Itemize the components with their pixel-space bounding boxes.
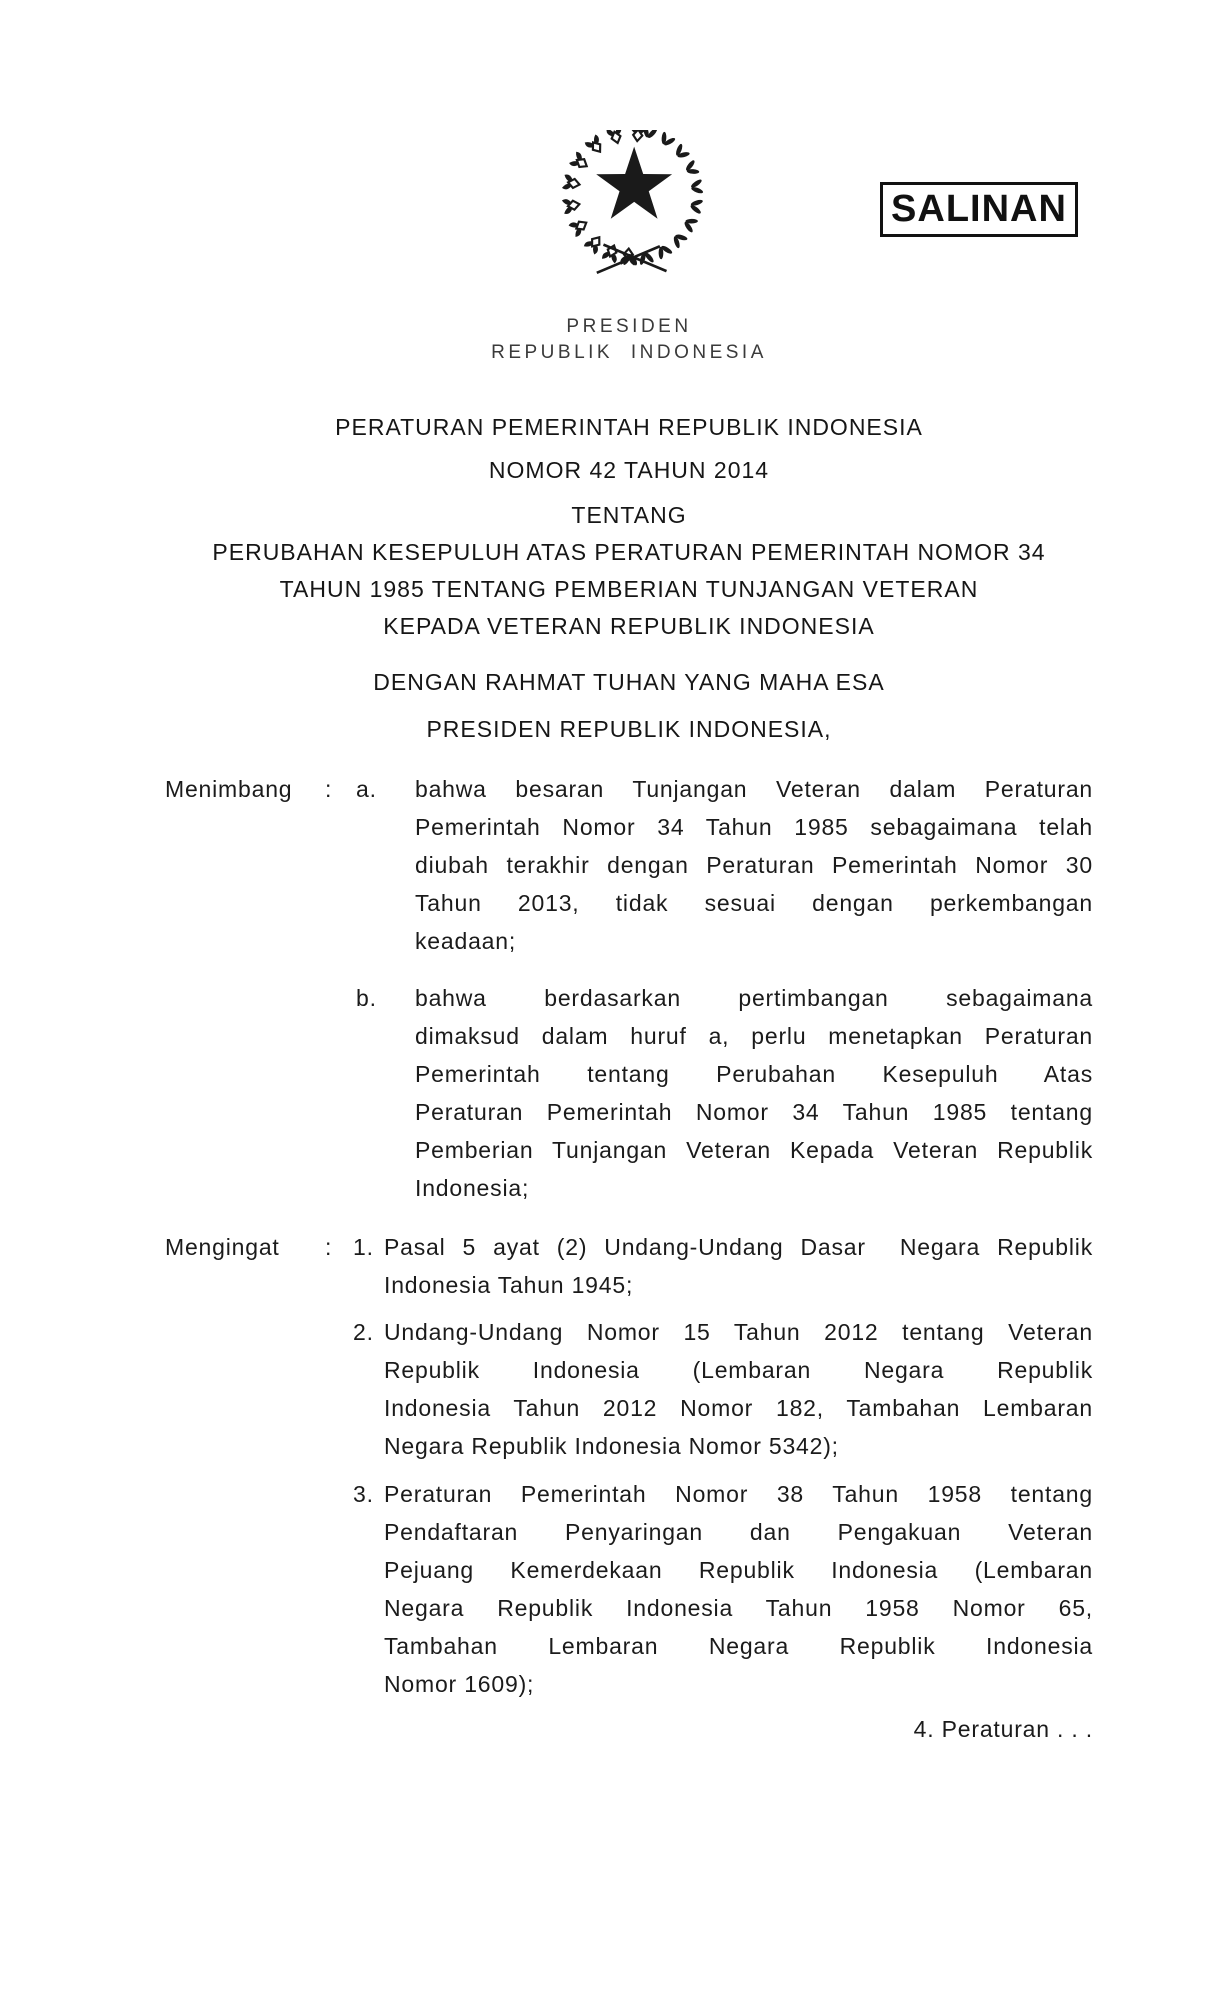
remembering-item-3-text [384,1475,1093,1703]
title-line-5: TAHUN 1985 TENTANG PEMBERIAN TUNJANGAN VETERAN [279,576,979,602]
invocation-line: DENGAN RAHMAT TUHAN YANG MAHA ESA [373,669,885,695]
text-line: Indonesia; [415,1175,530,1201]
text-line: Pemberian Tunjangan Veteran Kepada Veteran Republik [415,1137,1093,1163]
text-line: bahwa berdasarkan pertimbangan sebagaimana [415,985,1093,1011]
letterhead-presiden: PRESIDEN [566,316,692,337]
considering-item-a-text [415,770,1093,960]
text-line: Peraturan Pemerintah Nomor 38 Tahun 1958 tentang [384,1481,1093,1507]
text-line: Pemerintah Nomor 34 Tahun 1985 sebagaimana telah [415,814,1093,840]
remembering-item-2-marker: 2. [353,1319,374,1345]
text-line: Indonesia Tahun 2012 Nomor 182, Tambahan Lembaran [384,1395,1093,1421]
title-line-3: TENTANG [571,502,687,528]
remembering-colon: : [325,1234,333,1260]
considering-colon: : [325,776,333,802]
text-line: Negara Republik Indonesia Nomor 5342); [384,1433,839,1459]
catchword: 4. Peraturan . . . [913,1716,1093,1742]
title-line-6: KEPADA VETERAN REPUBLIK INDONESIA [383,613,875,639]
text-line: Undang-Undang Nomor 15 Tahun 2012 tentang Veteran [384,1319,1093,1345]
text-line: Nomor 1609); [384,1671,535,1697]
remembering-item-1-marker: 1. [353,1234,374,1260]
text-line: Pasal 5 ayat (2) Undang-Undang Dasar Negara Republik [384,1234,1093,1260]
considering-item-b-text [415,979,1093,1207]
remembering-item-2-text [384,1313,1093,1465]
text-line: Republik Indonesia (Lembaran Negara Republik [384,1357,1093,1383]
text-line: diubah terakhir dengan Peraturan Pemerintah Nomor 30 [415,852,1093,878]
text-line: dimaksud dalam huruf a, perlu menetapkan Peraturan [415,1023,1093,1049]
letterhead-republik-indonesia: REPUBLIK INDONESIA [491,342,767,363]
text-line: Negara Republik Indonesia Tahun 1958 Nomor 65, [384,1595,1093,1621]
remembering-item-1-text [384,1228,1093,1304]
considering-item-a-marker: a. [356,776,377,802]
text-line: Pendaftaran Penyaringan dan Pengakuan Veteran [384,1519,1093,1545]
remembering-label: Mengingat [165,1234,280,1260]
regulation-title [165,413,1093,640]
authority-line: PRESIDEN REPUBLIK INDONESIA, [426,716,832,742]
title-line-2: NOMOR 42 TAHUN 2014 [488,457,770,483]
remembering-item-3-marker: 3. [353,1481,374,1507]
text-line: Tahun 2013, tidak sesuai dengan perkembangan [415,890,1093,916]
text-line: Pemerintah tentang Perubahan Kesepuluh Atas [415,1061,1093,1087]
text-line: bahwa besaran Tunjangan Veteran dalam Peraturan [415,776,1093,802]
title-line-1: PERATURAN PEMERINTAH REPUBLIK INDONESIA [335,414,923,440]
text-line: keadaan; [415,928,517,954]
text-line: Peraturan Pemerintah Nomor 34 Tahun 1985 tentang [415,1099,1093,1125]
considering-label: Menimbang [165,776,293,802]
letterhead [165,314,1093,366]
star-wreath-emblem-icon [547,130,713,282]
text-line: Indonesia Tahun 1945; [384,1272,634,1298]
title-line-4: PERUBAHAN KESEPULUH ATAS PERATURAN PEMERINTAH NOMOR 34 [212,539,1046,565]
text-line: Pejuang Kemerdekaan Republik Indonesia (Lembaran [384,1557,1093,1583]
text-line: Tambahan Lembaran Negara Republik Indonesia [384,1633,1093,1659]
considering-item-b-marker: b. [356,985,377,1011]
preamble [165,668,1093,743]
salinan-stamp: SALINAN [880,182,1078,237]
